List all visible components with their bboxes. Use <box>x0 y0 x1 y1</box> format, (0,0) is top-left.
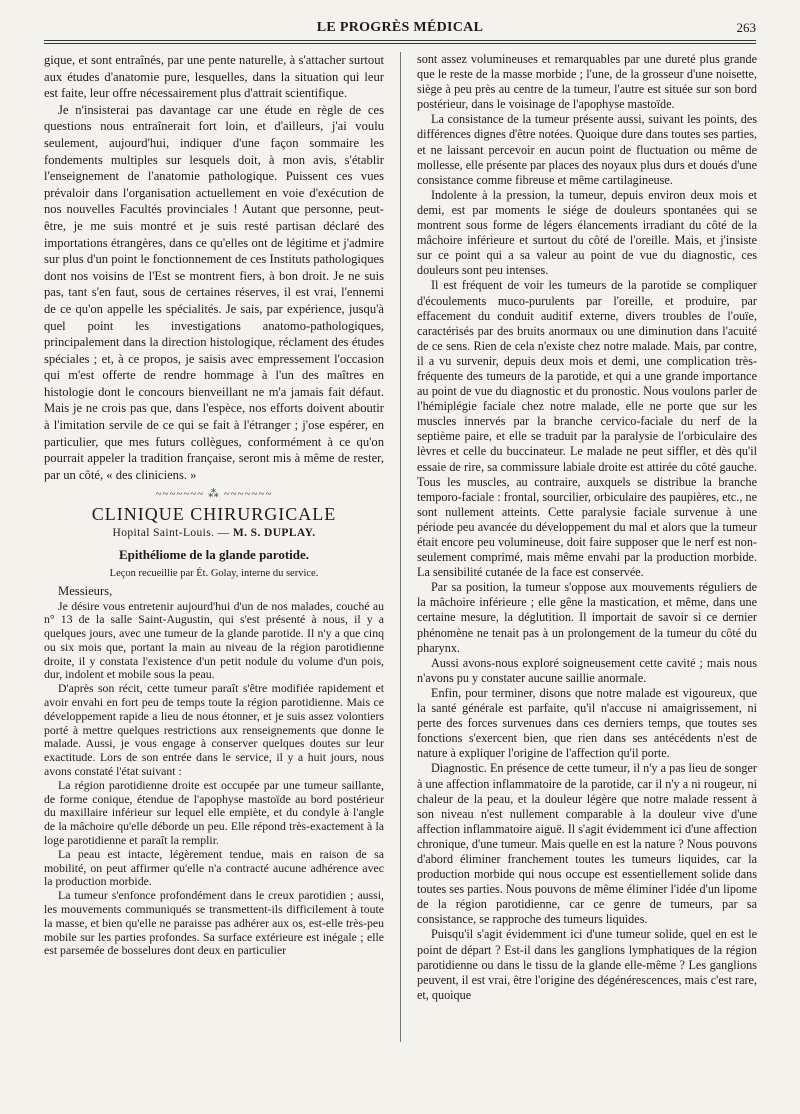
hospital-line <box>44 526 384 541</box>
paragraph: sont assez volumineuses et remarquables par une dureté plus grande que le reste de la masse morbide ; l'une, de la grosseur d'une noisette, siège à peu près au centre de la tumeur, l'autre est située sur son bord postérieur, dans le voisinage de l'apophyse mastoïde. <box>417 52 757 112</box>
paragraph: Indolente à la pression, la tumeur, depuis environ deux mois et demi, est par moments le siége de douleurs spontanées qui se montrent sous forme de légers élancements irradiant du côté de la mâchoire inférieure et surtout du côté de l'oreille. Mais, et j'insiste sur ce point qui a sa valeur au point de vue du diagnostic, ces douleurs sont peu intenses. <box>417 187 757 278</box>
paragraph: Puisqu'il s'agit évidemment ici d'une tumeur solide, quel en est le point de départ ? Est-il dans les ganglions lymphatiques de la région parotidienne ou dans le tissu de la glande elle-même ? Les ganglions peuvent, il est vrai, être l'origine des dégénérescences, mais c'est rare, et, quoique <box>417 927 757 1002</box>
paragraph: Par sa position, la tumeur s'oppose aux mouvements réguliers de la mâchoire inférieure ; elle gêne la mastication, et même, dans une certaine mesure, la déglutition. Il importait de savoir si ce dernier phénomène ne tenait pas à un prolongement de la tumeur du côté du pharynx. <box>417 580 757 655</box>
right-column <box>417 52 757 1102</box>
header-rule-double <box>44 43 756 44</box>
paragraph: Enfin, pour terminer, disons que notre malade est vigoureux, que la santé générale est parfaite, qu'il n'accuse ni amaigrissement, ni perte des forces survenues dans ces derniers temps, que toutes ses fonctions s'exercent bien, que rien dans ses antécédents n'est de nature à expliquer l'origine de l'affection qu'il porte. <box>417 685 757 761</box>
page-header <box>44 20 756 38</box>
clinic-title: CLINIQUE CHIRURGICALE <box>91 503 337 524</box>
paragraph: La consistance de la tumeur présente aussi, suivant les points, des différences dignes d'être notées. Quoique dure dans toutes ses parties, et ne laissant percevoir en aucun point de fluctuation ou même de mollesse, elle présente par places des noyaux plus durs et doués d'une consistance comme fibreuse et même cartilagineuse. <box>417 112 757 187</box>
paragraph: La peau est intacte, légèrement tendue, mais en raison de sa mobilité, on peut affirmer qu'elle n'a contracté aucune adhérence avec la production morbide. <box>44 846 384 889</box>
hospital-name: Hopital Saint-Louis. — <box>112 526 233 539</box>
salutation: Messieurs, <box>58 583 113 598</box>
paragraph: D'après son récit, cette tumeur paraît s'être modifiée rapidement et avoir envahi en fort peu de temps toute la région parotidienne. Mais ce développement rapide a lieu de nous étonner, et je suis assez volontiers porté à mettre quelques restrictions aux renseignements que donne le malade. Aussi, je vous engage à conserver quelques doutes sur leur exactitude. Lors de son entrée dans le service, il y a huit jours, nous avons constaté l'état suivant : <box>44 681 384 779</box>
left-column <box>44 52 384 1102</box>
paragraph: La tumeur s'enfonce profondément dans le creux parotidien ; aussi, les mouvements communiqués se transmettent-ils difficilement à toute la masse, et bien qu'elle ne paraisse pas adhérer aux os, est-elle très-peu mobile sur les parties profondes. Sa surface extérieure est inégale ; elle est parsemée de bosselures dont deux en particulier <box>44 888 384 958</box>
paragraph: gique, et sont entraînés, par une pente naturelle, à s'attacher surtout aux études d'anatomie pure, lesquelles, dans la situation qui leur est faite, leur offre nécessairement plus d'attrait scientifique. <box>44 53 384 101</box>
header-rule <box>44 40 756 41</box>
column-divider <box>400 52 401 1042</box>
paragraph: Aussi avons-nous exploré soigneusement cette cavité ; mais nous n'avons pu y constater aucune saillie anormale. <box>417 655 757 685</box>
section-ornament: ~~~~~~~ ⁂ ~~~~~~~ <box>155 488 273 501</box>
paragraph: Diagnostic. En présence de cette tumeur, il n'y a pas lieu de songer à une affection inflammatoire de la parotide, car il n'y a ni rougeur, ni chaleur de la peau, et la douleur légère que notre malade ressent à son niveau n'est nullement comparable à la douleur vive d'une affection inflammatoire aiguë. Il s'agit évidemment ici d'une affection chronique, d'une tumeur. Mais quelle en est la nature ? Nous pouvons d'abord éliminer franchement toutes les tumeurs liquides, car la production morbide qui nous occupe est essentiellement solide dans toutes ses parties. Nous pouvons de même éliminer l'idée d'un lipome de la région parotidienne, car ce genre de tumeurs, par sa consistance, se rapproche des tumeurs liquides. <box>417 761 757 927</box>
paragraph: Je désire vous entretenir aujourd'hui d'un de nos malades, couché au n° 13 de la salle Saint-Augustin, qui s'est présenté à nous, il y a quelques jours, avec une tumeur de la glande parotide. Il n'y a que cinq ou six mois que, portant la main au niveau de la région parotidienne droite, il y constata l'existence d'un petit nodule du volume d'un pois, dur, indolent et mobile sous la peau. <box>44 598 384 682</box>
doctor-name: M. S. DUPLAY. <box>232 526 316 539</box>
paragraph: Il est fréquent de voir les tumeurs de la parotide se compliquer d'écoulements muco-purulents par l'oreille, et produire, par effacement du conduit auditif externe, divers troubles de l'ouïe, caractérisés par des bruits anormaux ou une diminution dans l'acuité de ce sens. Rien de cela n'existe chez notre malade. Mais, par contre, il a vu survenir, depuis deux mois et demi, une complication très-fréquente des tumeurs de la parotide, et qui a une grande importance au point de vue du diagnostic et du pronostic. Nous voulons parler de l'hémiplégie faciale chez notre malade, elle ne porte que sur les muscles innervés par la branche cervico-faciale du nerf de la septième paire, et elle se traduit par la paralysie de l'orbiculaire des lèvres et celle du buccinateur. Le malade ne peut siffler, et dès qu'il essaie de rire, sa commissure labiale droite est attirée du côté gauche. Tous les muscles, au contraire, auxquels se distribue la branche temporo-faciale : frontal, sourcilier, orbiculaire des paupières, etc., ne sont nullement atteints. Cette paralysie faciale survenue à une période peu avancée du développement du mal et alors que la tumeur était encore peu volumineuse, doit faire supposer que le nerf est non-seulement comprimé, mais même envahi par la production morbide. La sensibilité cutanée de la face est conservée. <box>417 278 757 580</box>
paragraph: Je n'insisterai pas davantage car une étude en règle de ces questions nous entraînerait fort loin, et d'ailleurs, j'ai voulu seulement, aujourd'hui, indiquer d'une façon sommaire les fondements multiples sur lesquels doit, à mon avis, s'établir l'enseignement de l'anatomie pathologique. Puissent ces vues prévaloir dans l'organisation actuellement en voie d'exécution de nos nouvelles Facultés provinciales ! Autant que personne, peut-être, je me suis montré et je suis resté partisan déclaré des importations étrangères, dans ce qu'elles ont de légitime et j'admire sur plus d'un point le fonctionnement de ces Instituts pathologiques dont nos voisins de l'Est se montrent fiers, à bon droit. Je ne suis pas, tant s'en faut, sous de certaines réserves, il est vrai, l'ennemi de ce qu'on appelle les spécialités. Je sais, par expérience, jusqu'à quel point les investigations anatomo-pathologiques, principalement dans la direction histologique, réclament des études spéciales ; et, à ce propos, je saisis avec empressement l'occasion qui m'est offerte de rendre hommage à l'un des maîtres en histologie dont le concours bienveillant ne m'a jamais fait défaut. Mais je ne crois pas que, dans l'espèce, nos efforts doivent aboutir à l'imitation servile de ce qui se fait à l'étranger ; j'ose espérer, en particulier, que mes futurs collègues, conformément à ce qu'on pourrait appeler la tradition française, seront mis à même de rester, par un côté, « des cliniciens. » <box>44 102 384 482</box>
journal-title: LE PROGRÈS MÉDICAL <box>316 20 484 35</box>
paragraph: La région parotidienne droite est occupée par une tumeur saillante, de forme conique, étendue de l'apophyse mastoïde au bord postérieur du maxillaire inférieur sur lequel elle empiète, et du condyle à l'angle de la mâchoire qu'elle déborde un peu. Elle répond très-exactement à la loge parotidienne et paraît la remplir. <box>44 777 384 848</box>
article-title: Epithéliome de la glande parotide. <box>118 546 310 562</box>
page-number: 263 <box>736 20 756 35</box>
lecture-credit: Leçon recueillie par Ét. Golay, interne du service. <box>109 567 319 579</box>
